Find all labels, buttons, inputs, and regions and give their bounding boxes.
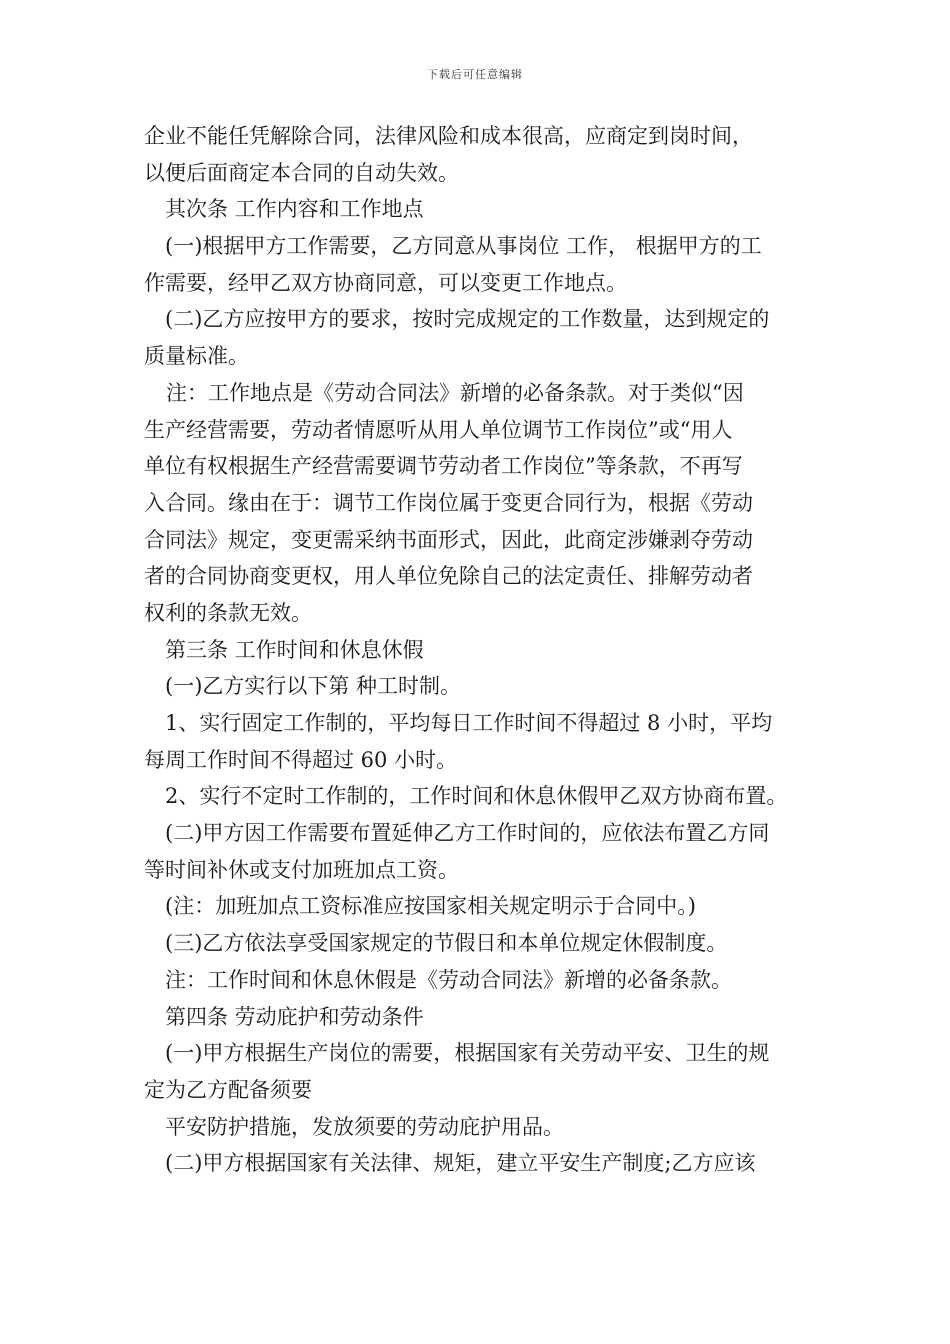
text-line: 第三条 工作时间和休息休假 (165, 637, 424, 662)
text-line: 质量标准。 (144, 344, 249, 369)
text-line: (注：加班加点工资标准应按国家相关规定明示于合同中。) (165, 894, 696, 919)
text-line: 入合同。缘由在于：调节工作岗位属于变更合同行为，根据《劳动 (144, 490, 753, 515)
text-line: 者的合同协商变更权，用人单位免除自己的法定责任、排解劳动者 (144, 564, 753, 589)
page-header: 下载后可任意编辑 (427, 68, 523, 81)
document-body (144, 118, 812, 1182)
text-line: 作需要，经甲乙双方协商同意，可以变更工作地点。 (144, 270, 627, 295)
text-line: 1、实行固定工作制的，平均每日工作时间不得超过 8 小时，平均 (165, 711, 773, 735)
text-line: 生产经营需要，劳动者情愿听从用人单位调节工作岗位”或“用人 (144, 417, 733, 442)
text-line: (一)乙方实行以下第 种工时制。 (165, 674, 462, 699)
text-line: 企业不能任凭解除合同，法律风险和成本很高，应商定到岗时间， (144, 124, 753, 148)
text-line: (一)甲方根据生产岗位的需要，根据国家有关劳动平安、卫生的规 (165, 1041, 770, 1066)
text-line: 注：工作地点是《劳动合同法》新增的必备条款。对于类似“因 (166, 380, 744, 405)
text-line: (二)甲方根据国家有关法律、规矩，建立平安生产制度;乙方应该 (165, 1151, 756, 1176)
text-line: 注：工作时间和休息休假是《劳动合同法》新增的必备条款。 (165, 967, 732, 992)
text-line: 每周工作时间不得超过 60 小时。 (144, 747, 458, 772)
text-line: (三)乙方依法享受国家规定的节假日和本单位规定休假制度。 (165, 931, 728, 956)
text-line: 以便后面商定本合同的自动失效。 (144, 160, 459, 185)
text-line: 2、实行不定时工作制的，工作时间和休息休假甲乙双方协商布置。 (165, 784, 788, 809)
text-line: (二)甲方因工作需要布置延伸乙方工作时间的，应依法布置乙方同 (165, 821, 770, 846)
text-line: 其次条 工作内容和工作地点 (165, 197, 424, 222)
text-line: 合同法》规定，变更需采纳书面形式，因此，此商定涉嫌剥夺劳动 (144, 527, 753, 552)
text-line: 等时间补休或支付加班加点工资。 (144, 857, 459, 882)
text-line: 第四条 劳动庇护和劳动条件 (165, 1004, 424, 1029)
text-line: 权利的条款无效。 (144, 600, 312, 625)
text-line: 定为乙方配备须要 (144, 1077, 312, 1102)
text-line: (一)根据甲方工作需要，乙方同意从事岗位 工作， 根据甲方的工 (165, 234, 762, 259)
text-line: 平安防护措施，发放须要的劳动庇护用品。 (165, 1114, 564, 1139)
text-line: 单位有权根据生产经营需要调节劳动者工作岗位”等条款，不再写 (144, 454, 743, 479)
text-line: (二)乙方应按甲方的要求，按时完成规定的工作数量，达到规定的 (165, 307, 770, 332)
